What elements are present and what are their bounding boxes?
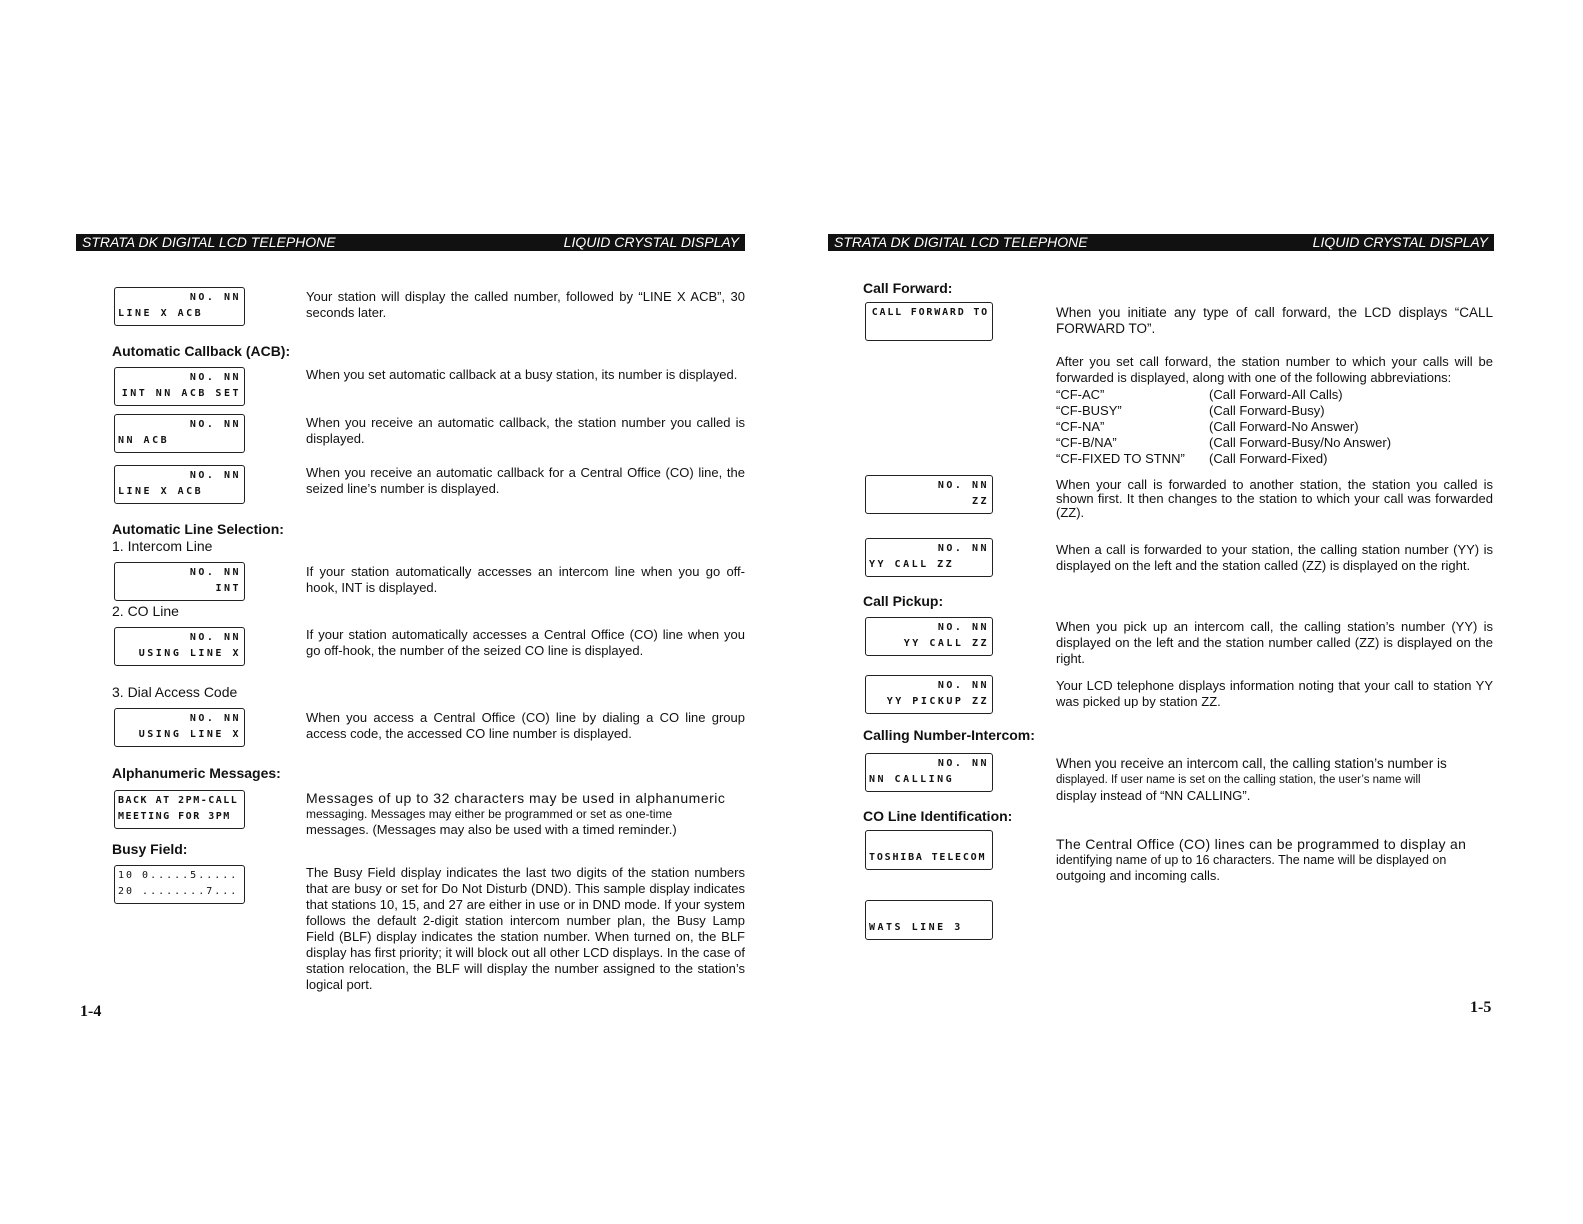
text-als-dial: When you access a Central Office (CO) line by dialing a CO line group access code, the accessed CO line number is displayed. [306, 710, 745, 741]
abbreviation-table [1056, 387, 1391, 467]
abbreviation-code: “CF-AC” [1056, 387, 1105, 402]
lcd-nn-calling [865, 753, 993, 792]
heading-call-pickup: Call Pickup: [863, 593, 944, 609]
text-als-co: If your station automatically accesses a Central Office (CO) line when you go off-hook, the number of the seized CO line is displayed. [306, 627, 745, 658]
text-busy-field: The Busy Field display indicates the last two digits of the station numbers that are busy or set for Do Not Disturb (DND). This sample display indicates that stations 10, 15, and 27 are either in use or in DND mode. If your system follows the default 2-digit station intercom number plan, the Busy Lamp Field (BLF) display indicates the station number. When turned on, the BLF display has first priority; it will block out all other LCD displays. In the case of station relocation, the BLF will display the number assigned to the station’s logical port. [306, 865, 745, 992]
text-coid-line2: identifying name of up to 16 characters. The name will be displayed on [1056, 853, 1447, 867]
abbreviation-row [1056, 403, 1391, 419]
text-nn-calling-line3: display instead of “NN CALLING”. [1056, 788, 1251, 803]
lcd-als-int [114, 562, 245, 601]
abbreviation-meaning: (Call Forward-Fixed) [1209, 451, 1328, 466]
lcd-row1: NO. NN [189, 713, 241, 724]
right-header-section: LIQUID CRYSTAL DISPLAY [1312, 234, 1488, 250]
lcd-row1: NO. NN [189, 470, 241, 481]
lcd-pickup-station [865, 675, 993, 714]
lcd-acb-set [114, 367, 245, 406]
lcd-row1: NO. NN [937, 480, 989, 491]
text-nn-calling-line2: displayed. If user name is set on the calling station, the user’s name will [1056, 774, 1421, 786]
lcd-als-dial [114, 708, 245, 747]
lcd-row2: NN ACB [118, 435, 170, 446]
heading-co-line-identification: CO Line Identification: [863, 808, 1013, 824]
lcd-row2: LINE X ACB [118, 308, 204, 319]
lcd-row1: CALL FORWARD TO [871, 307, 989, 318]
lcd-row1: NO. NN [189, 419, 241, 430]
lcd-busy-field [114, 865, 245, 904]
text-forward-yy-call: When a call is forwarded to your station, the calling station number (YY) is displayed on the left and the station called (ZZ) is displayed on the right. [1056, 542, 1493, 573]
lcd-row2: 20 ........7... [118, 886, 239, 897]
lcd-row2: WATS LINE 3 [869, 922, 963, 933]
lcd-row2: NN CALLING [869, 774, 955, 785]
text-coid-line1: The Central Office (CO) lines can be programmed to display an [1056, 836, 1467, 852]
lcd-row2: USING LINE X [138, 648, 241, 659]
lcd-row2: YY PICKUP ZZ [886, 696, 989, 707]
lcd-forward-yy-call [865, 538, 993, 577]
lcd-row1: NO. NN [937, 680, 989, 691]
right-header-bar [828, 234, 1494, 251]
subheading-co-line: 2. CO Line [112, 603, 179, 619]
text-nn-calling [1056, 756, 1493, 804]
heading-als: Automatic Line Selection: [112, 521, 284, 537]
lcd-row2: LINE X ACB [118, 486, 204, 497]
text-call-forward-to: When you initiate any type of call forward, the LCD displays “CALL FORWARD TO”. [1056, 305, 1493, 336]
right-header-title: STRATA DK DIGITAL LCD TELEPHONE [834, 234, 1088, 250]
subheading-dial-access: 3. Dial Access Code [112, 684, 238, 700]
text-pickup-station: Your LCD telephone displays information noting that your call to station YY was picked up by station ZZ. [1056, 678, 1493, 708]
text-alphanumeric [306, 790, 745, 838]
lcd-row2: USING LINE X [138, 729, 241, 740]
lcd-wats-line [865, 900, 993, 940]
abbreviation-row [1056, 387, 1391, 403]
abbreviation-meaning: (Call Forward-Busy) [1209, 403, 1325, 418]
lcd-acb-co [114, 465, 245, 504]
lcd-toshiba-telecom [865, 830, 993, 870]
text-acb-set: When you set automatic callback at a busy station, its number is displayed. [306, 367, 738, 382]
lcd-acb-receive [114, 414, 245, 453]
abbreviation-row [1056, 451, 1391, 467]
lcd-row2: TOSHIBA TELECOM [869, 852, 987, 863]
lcd-als-co [114, 627, 245, 666]
text-call-forward-abbr-intro: After you set call forward, the station number to which your calls will be forwarded is displayed, along with one of the following abbreviations: [1056, 354, 1493, 385]
text-co-line-identification [1056, 836, 1493, 884]
abbreviation-row [1056, 419, 1391, 435]
lcd-row1: NO. NN [189, 372, 241, 383]
abbreviation-code: “CF-BUSY” [1056, 403, 1122, 418]
lcd-call-forward-to [865, 302, 993, 341]
subheading-intercom: 1. Intercom Line [112, 538, 213, 554]
lcd-row2: INT NN ACB SET [121, 388, 241, 399]
lcd-row1: 10 0.....5..... [118, 870, 239, 881]
page-number-right: 1-5 [1470, 999, 1492, 1016]
heading-acb: Automatic Callback (ACB): [112, 343, 291, 359]
lcd-row1: NO. NN [189, 567, 241, 578]
lcd-row1: NO. NN [937, 622, 989, 633]
lcd-row1: NO. NN [937, 758, 989, 769]
lcd-row1: NO. NN [189, 632, 241, 643]
text-line-x-acb: Your station will display the called number, followed by “LINE X ACB”, 30 seconds later. [306, 289, 745, 320]
lcd-pickup-call [865, 617, 993, 656]
text-acb-co: When you receive an automatic callback for a Central Office (CO) line, the seized line’s number is displayed. [306, 465, 745, 496]
lcd-row1: BACK AT 2PM-CALL [118, 795, 239, 806]
lcd-forward-zz [865, 475, 993, 514]
heading-call-forward: Call Forward: [863, 280, 953, 296]
abbreviation-row [1056, 435, 1391, 451]
abbreviation-code: “CF-NA” [1056, 419, 1105, 434]
text-alphanumeric-line1: Messages of up to 32 characters may be used in alphanumeric [306, 790, 726, 806]
lcd-row2: YY CALL ZZ [869, 559, 955, 570]
abbreviation-code: “CF-B/NA” [1056, 435, 1117, 450]
left-header-section: LIQUID CRYSTAL DISPLAY [563, 234, 739, 250]
text-nn-calling-line1: When you receive an intercom call, the calling station’s number is [1056, 756, 1447, 771]
text-acb-receive: When you receive an automatic callback, the station number you called is displayed. [306, 415, 745, 446]
left-header-title: STRATA DK DIGITAL LCD TELEPHONE [82, 234, 336, 250]
text-coid-line3: outgoing and incoming calls. [1056, 868, 1221, 883]
lcd-row2: MEETING FOR 3PM [118, 811, 231, 822]
heading-alphanumeric: Alphanumeric Messages: [112, 765, 281, 781]
text-forward-zz: When your call is forwarded to another station, the station you called is shown first. It then changes to the station to which your call was forwarded (ZZ). [1056, 477, 1493, 520]
lcd-row2: ZZ [971, 496, 989, 507]
text-als-int: If your station automatically accesses an intercom line when you go off-hook, INT is displayed. [306, 564, 745, 595]
heading-busy-field: Busy Field: [112, 841, 188, 857]
text-alphanumeric-line2: messaging. Messages may either be programmed or set as one-time [306, 807, 673, 821]
text-pickup-call: When you pick up an intercom call, the calling station’s number (YY) is displayed on the left and the station number called (ZZ) is displayed on the right. [1056, 619, 1493, 666]
abbreviation-code: “CF-FIXED TO STNN” [1056, 451, 1185, 466]
lcd-row2: YY CALL ZZ [903, 638, 989, 649]
lcd-row1: NO. NN [937, 543, 989, 554]
lcd-alphanumeric [114, 790, 245, 829]
lcd-row1: NO. NN [189, 292, 241, 303]
text-alphanumeric-line3: messages. (Messages may also be used with a timed reminder.) [306, 822, 677, 837]
left-page [0, 0, 790, 1224]
abbreviation-meaning: (Call Forward-All Calls) [1209, 387, 1343, 402]
heading-calling-number-intercom: Calling Number-Intercom: [863, 727, 1035, 743]
abbreviation-meaning: (Call Forward-No Answer) [1209, 419, 1359, 434]
page-number-left: 1-4 [80, 1003, 102, 1020]
right-page [790, 0, 1583, 1224]
lcd-line-x-acb [114, 287, 245, 326]
lcd-row2: INT [215, 583, 241, 594]
left-header-bar [76, 234, 745, 251]
abbreviation-meaning: (Call Forward-Busy/No Answer) [1209, 435, 1392, 450]
